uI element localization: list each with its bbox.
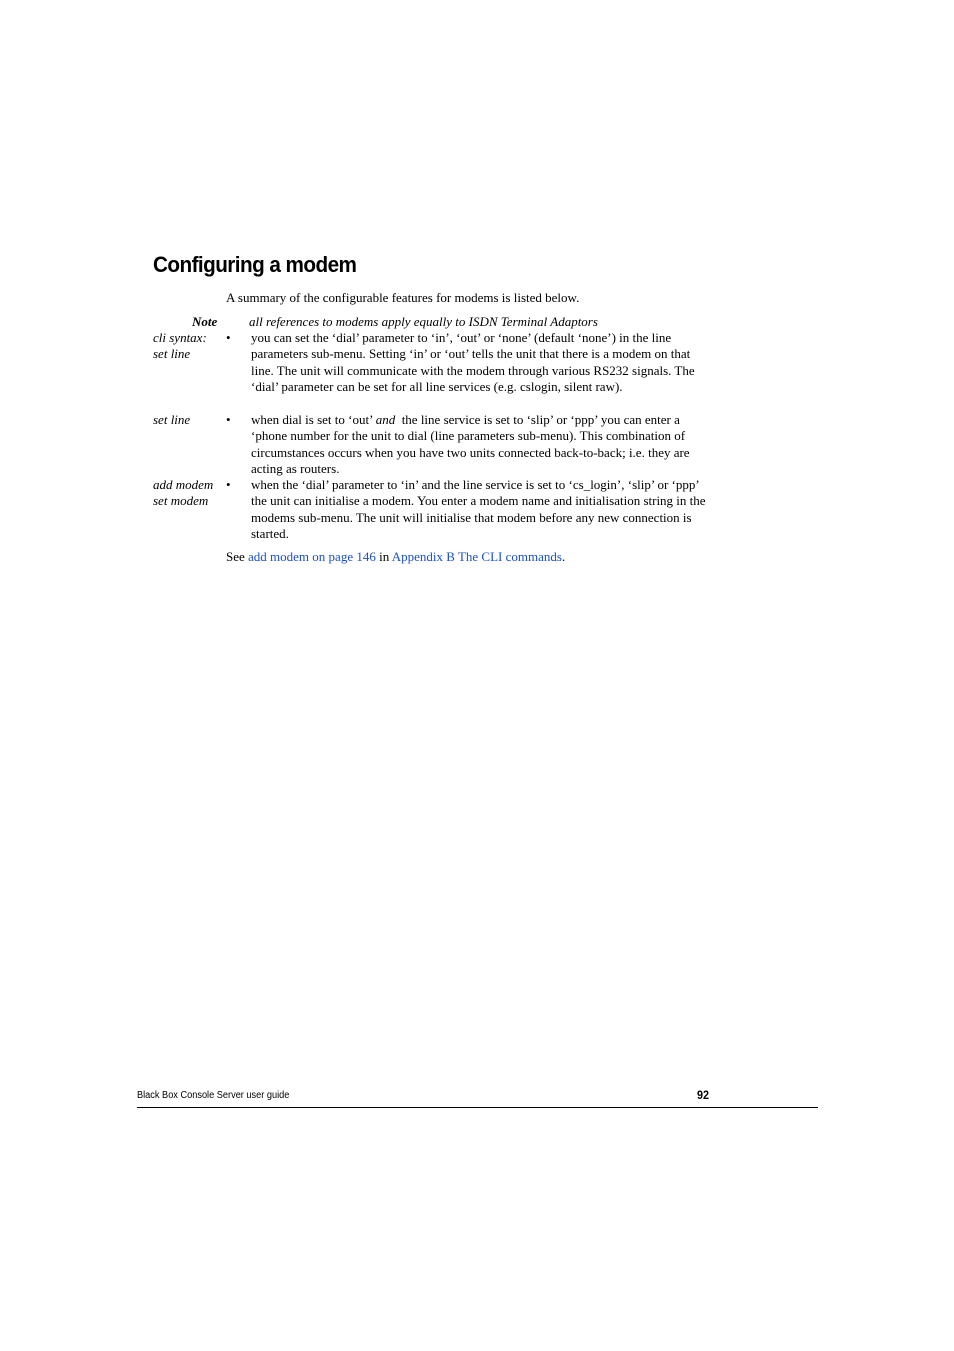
bullet: • [226, 412, 231, 427]
item-text-emphasis: and [375, 412, 396, 427]
bullet: • [226, 330, 231, 345]
note-label: Note [192, 314, 218, 329]
list-item-dial-parameter: you can set the ‘dial’ parameter to ‘in’, ‘out’ or ‘none’ (default ‘none’) in the line parameters sub-menu. Setting ‘in’ or ‘out’ tells the unit that there is a modem on that line. The unit will communicate with the modem through various RS232 signals. The ‘dial’ parameter can be set for all line services (e.g. cslogin, silent raw). [251, 330, 695, 395]
footer-page-number: 92 [697, 1088, 710, 1102]
note-text: all references to modems apply equally to ISDN Terminal Adaptors [249, 314, 598, 329]
item-text-after: the line service is set to ‘slip’ or ‘ppp’ you can enter a ‘phone number for the unit to dial (line parameters sub-menu). This combination of circumstances occurs when you have two units connected back-to-back; i.e. they are acting as routers. [251, 412, 693, 477]
margin-label-cli-syntax: cli syntax: [153, 330, 207, 345]
see-middle: in [375, 549, 392, 564]
see-prefix: See [226, 549, 249, 564]
intro-paragraph: A summary of the configurable features for modems is listed below. [226, 290, 580, 305]
item-text-before: when dial is set to ‘out’ [251, 412, 376, 427]
margin-label-add-modem: add modem [153, 477, 214, 492]
see-suffix: . [561, 549, 566, 564]
see-also-line [226, 549, 565, 565]
link-appendix-b[interactable]: Appendix B The CLI commands [391, 549, 562, 564]
footer-divider [137, 1107, 818, 1108]
margin-label-set-line: set line [153, 346, 191, 361]
bullet: • [226, 477, 231, 492]
link-add-modem[interactable]: add modem on page 146 [248, 549, 376, 564]
margin-label-set-modem: set modem [153, 493, 209, 508]
list-item-dial-out [251, 412, 711, 478]
margin-label-set-line: set line [153, 412, 191, 427]
list-item-initialise-modem: when the ‘dial’ parameter to ‘in’ and the line service is set to ‘cs_login’, ‘slip’ or ‘ppp’ the unit can initialise a modem. You enter a modem name and initialisation string in the modems sub-menu. The unit will initialise that modem before any new connection is started. [251, 477, 706, 542]
footer-guide-title: Black Box Console Server user guide [137, 1090, 290, 1101]
page-title: Configuring a modem [153, 252, 357, 277]
